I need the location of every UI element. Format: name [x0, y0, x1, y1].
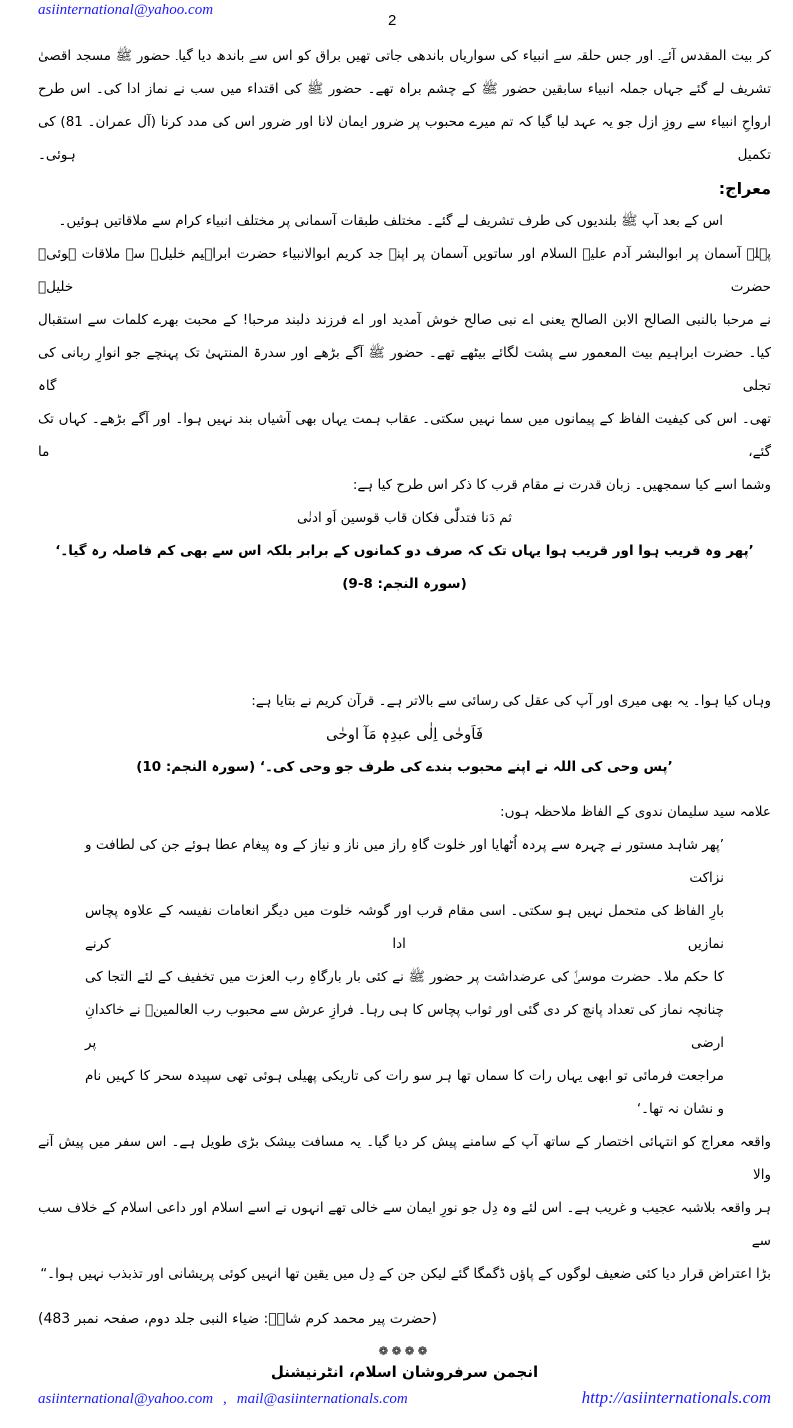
quote-line: مراجعت فرمائی تو ابھی یہاں رات کا سماں تھا ہر سو رات کی تاریکی پھیلی ہوئی تھی سپیدہ سحر کا کہیں نام و نشان نہ تھا۔‘	[85, 1068, 724, 1117]
paragraph-line: وہاں کیا ہوا۔ یہ بھی میری اور آپ کی عقل کی رسائی سے بالاتر ہے۔ قرآن کریم نے بتایا ہے:	[251, 693, 771, 709]
quote-intro: علامہ سید سلیمان ندوی کے الفاظ ملاحظہ ہوں:	[500, 804, 771, 820]
paragraph-line: نے مرحبا بالنبی الصالح الابن الصالح یعنی اے نبی صالح خوش آمدید اور اے فرزند دلبند مرحبا! کے محبت بھرے کلمات سے استقبال	[38, 312, 771, 328]
footer-email-yahoo[interactable]: asiinternational@yahoo.com	[38, 1391, 214, 1407]
paragraph-line: پہلے آسمان پر ابوالبشر آدم علیہ السلام اور ساتویں آسمان پر اپنے جد کریم ابوالانبیاء حضرت ابراہیم خلیلؑ سے ملاقات ہوئی۔ حضرت خلیلؑ	[38, 246, 771, 295]
paragraph-line: واقعہ معراج کو انتہائی اختصار کے ساتھ آپ کے سامنے پیش کر دیا گیا۔ یہ مسافت بیشک بڑی طویل ہے۔ اس سفر میں پیش آنے والا	[38, 1134, 771, 1183]
paragraph-line: کر بیت المقدس آئے۔ اور جس حلقہ سے انبیاء کی سواریاں باندھی جاتی تھیں براق کو اس سے باندھ دیا گیا۔ حضور ﷺ مسجد اقصیٰ	[38, 48, 771, 64]
spacer	[38, 1291, 771, 1303]
paragraph-line: تھی۔ اس کی کیفیت الفاظ کے پیمانوں میں سما نہیں سکتی۔ عقاب ہمت یہاں بھی آشیاں بند نہیں ہوا۔ اور آگے بڑھے۔ کہاں تک گئے، ما	[38, 411, 771, 460]
footer-website-link[interactable]: http://asiinternationals.com	[581, 1388, 771, 1407]
paragraph-line: وشما اسے کیا سمجھیں۔ زبان قدرت نے مقام قرب کا ذکر اس طرح کیا ہے:	[352, 477, 771, 493]
paragraph-line: بڑا اعتراض قرار دیا کئی ضعیف لوگوں کے پاؤں ڈگمگا گئے لیکن جن کے دِل میں یقین تھا انہیں کوئی پریشانی اور تذبذب نہیں ہوا۔“	[40, 1266, 771, 1282]
paragraph-line: کیا۔ حضرت ابراہیم بیت المعمور سے پشت لگائے بیٹھے تھے۔ حضور ﷺ آگے بڑھے اور سدرۃ المنتہیٰ تک پہنچے جو انوارِ ربانی کی تجلی گاہ	[38, 345, 771, 394]
quote-line: کا حکم ملا۔ حضرت موسیٰؑ کی عرضداشت پر حضور ﷺ نے کئی بار بارگاہِ رب العزت میں تخفیف کے لئے التجا کی	[85, 969, 724, 985]
footer-email-mail[interactable]: mail@asiinternationals.com	[236, 1391, 408, 1407]
spacer	[38, 784, 771, 796]
paragraph-line: تشریف لے گئے جہاں جملہ انبیاء سابقین حضور ﷺ کے چشم براہ تھے۔ حضور ﷺ کی اقتداء میں سب نے نماز ادا کی۔ اس طرح	[38, 81, 771, 97]
organization-name: انجمن سرفروشان اسلام، انٹرنیشنل	[270, 1363, 539, 1381]
quote-line: ’پھر شاہد مستور نے چہرہ سے پردہ اُٹھایا اور خلوت گاہِ راز میں ناز و نیاز کے وہ پیغام عطا ہوئے جن کی لطافت و نزاکت	[85, 837, 724, 886]
footer-links	[38, 1388, 771, 1408]
quran-verse: ثم دَنا فتدلّٰی فکان قاب قوسین اَو ادنٰی	[297, 510, 512, 526]
spacer	[38, 601, 771, 685]
paragraph-line: اس کے بعد آپ ﷺ بلندیوں کی طرف تشریف لے گئے۔ مختلف طبقات آسمانی پر مختلف انبیاء کرام سے ملاقاتیں ہوئیں۔	[58, 213, 723, 229]
quran-verse: فَاَوحٰی اِلٰی عبدِہٖ مَآ اوحٰی	[325, 725, 483, 743]
citation: (حضرت پیر محمد کرم شاہؒ: ضیاء النبی جلد دوم، صفحہ نمبر 483)	[38, 1311, 437, 1327]
verse-translation: ’پھر وہ قریب ہوا اور قریب ہوا یہاں تک کہ صرف دو کمانوں کے برابر بلکہ اس سے بھی کم فاصلہ رہ گیا۔‘ (سورہ النجم: 8-9)	[55, 543, 754, 592]
paragraph-line: ارواحِ انبیاء سے روزِ ازل جو یہ عہد لیا گیا کہ تم میرے محبوب پر ضرور ایمان لانا اور ضرور اس کی مدد کرنا (آل عمران۔ 81) کی تکمیل ہوئی۔	[38, 114, 771, 163]
page-header	[38, 0, 771, 40]
section-heading: معراج:	[718, 179, 771, 198]
ornament-stars: ❁❁❁❁	[378, 1344, 431, 1358]
footer-separator: ,	[223, 1391, 227, 1407]
header-email[interactable]: asiinternational@yahoo.com	[38, 2, 214, 18]
quote-line: چنانچہ نماز کی تعداد پانچ کر دی گئی اور ثواب پچاس کا ہی رہا۔ فرازِ عرش سے محبوب رب العالمینؐ نے خاکدانِ ارضی پر	[85, 1002, 724, 1051]
paragraph-line: ہر واقعہ بلاشبہ عجیب و غریب ہے۔ اس لئے وہ دِل جو نورِ ایمان سے خالی تھے انہوں نے اسے اسلام اور داعی اسلام کے خلاف سب سے	[38, 1200, 771, 1249]
quote-line: بارِ الفاظ کی متحمل نہیں ہو سکتی۔ اسی مقام قرب اور گوشہ خلوت میں دیگر انعامات نفیسہ کے علاوہ پچاس نمازیں ادا کرنے	[85, 903, 724, 952]
verse-translation: ’پس وحی کی اللہ نے اپنے محبوب بندے کی طرف جو وحی کی۔‘ (سورہ النجم: 10)	[136, 759, 673, 775]
page-number: 2	[388, 12, 397, 29]
